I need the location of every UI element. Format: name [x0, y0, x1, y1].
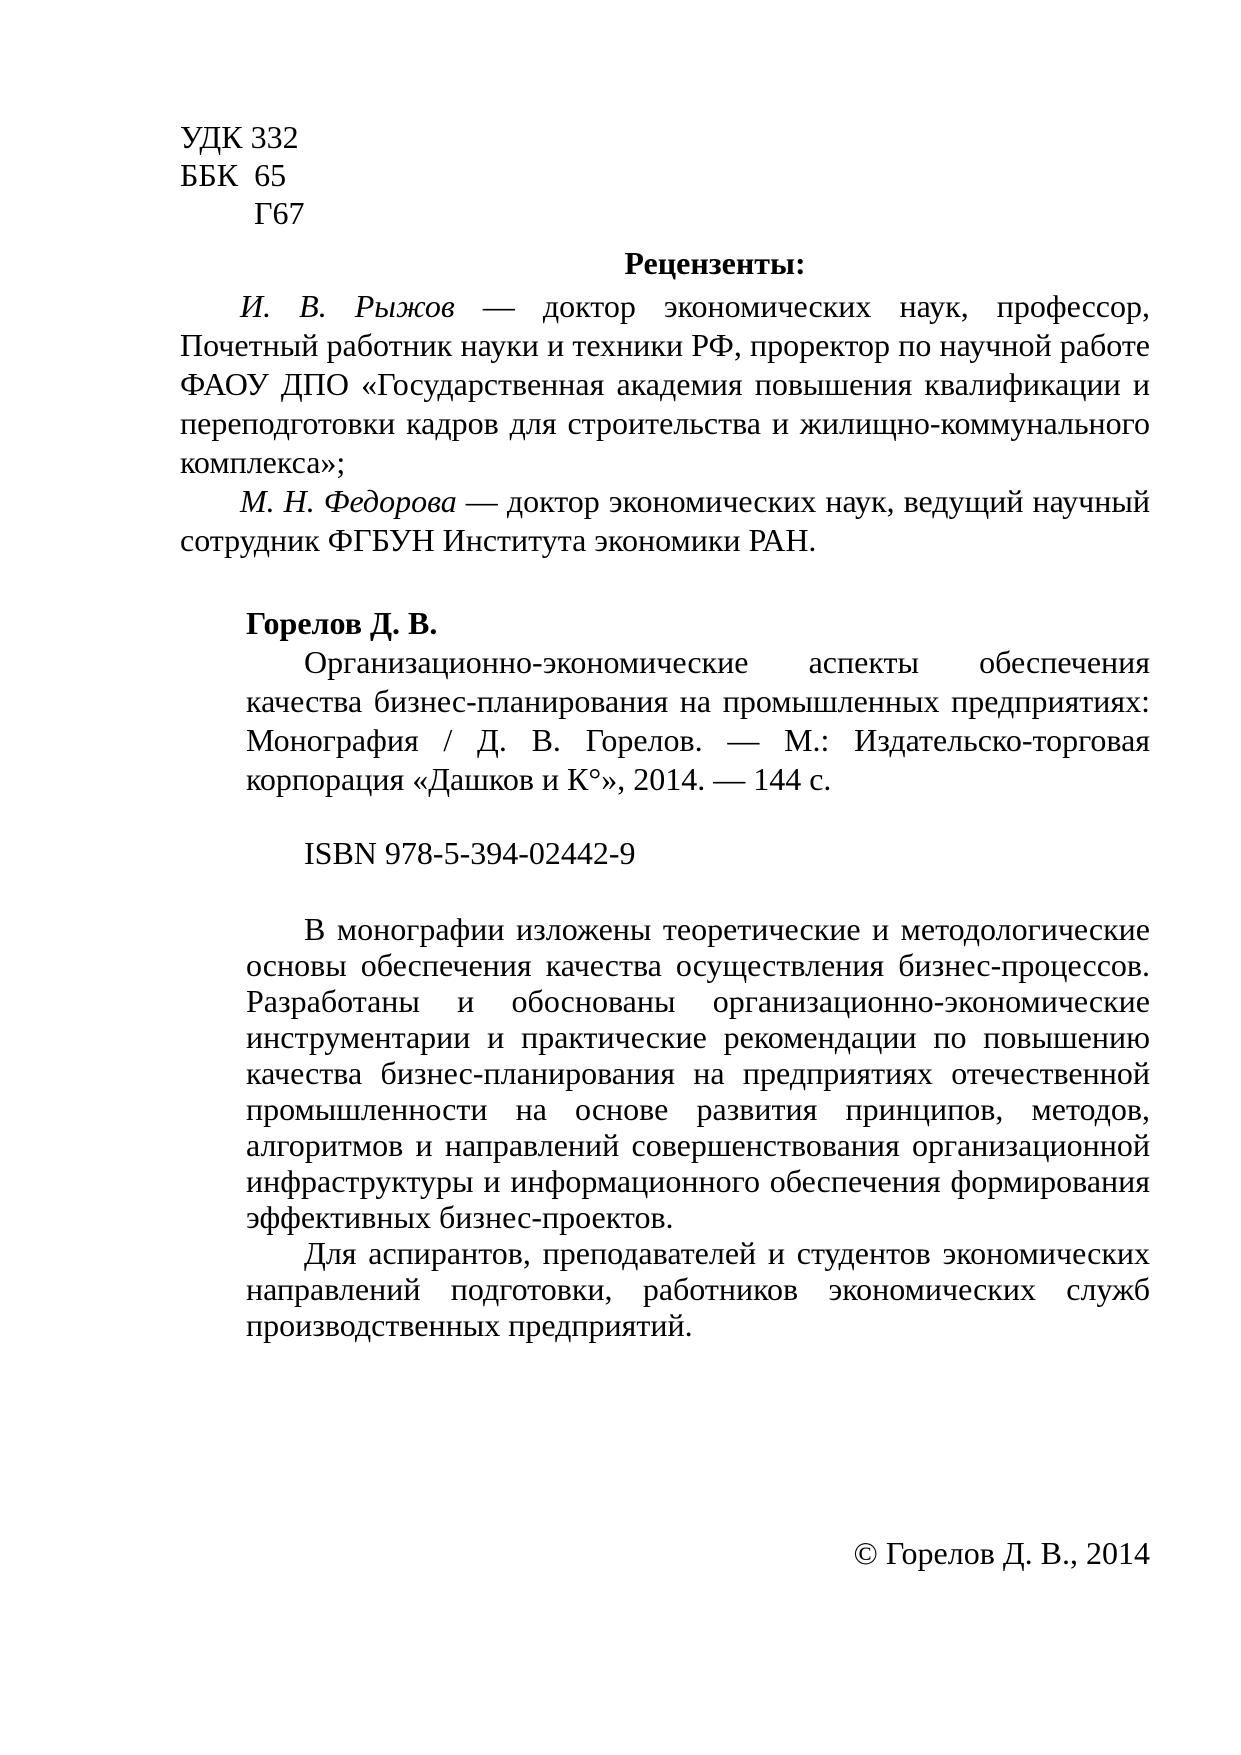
isbn-number: ISBN 978-5-394-02442-9	[304, 835, 636, 871]
book-description: Организационно-экономические аспекты обеспечения качества бизнес-планирования на промышленных предприятиях: Монография / Д. В. Горелов. — М.: Издательско-торговая корпорация «Дашков и К°», 2014. — 144 с.	[246, 644, 1150, 797]
reviewer-entry	[180, 482, 1150, 560]
bbk-code: ББК 65	[180, 157, 287, 193]
classification-block	[180, 118, 305, 232]
reviewers-title: Рецензенты:	[624, 245, 806, 281]
reviewer-name: И. В. Рыжов	[240, 288, 455, 324]
annotation-paragraph: Для аспирантов, преподавателей и студентов экономических направлений подготовки, работников экономических служб производственных предприятий.	[246, 1235, 1150, 1343]
author-mark: Г67	[254, 195, 305, 231]
reviewer-name: М. Н. Федорова	[240, 483, 457, 519]
copyright-notice: © Горелов Д. В., 2014	[853, 1535, 1150, 1571]
annotation-paragraph: В монографии изложены теоретические и методологические основы обеспечения качества осуществления бизнес-процессов. Разработаны и обоснованы организационно-экономические инструментарии и практические рекомендации по повышению качества бизнес-планирования на предприятиях отечественной промышленности на основе развития принципов, методов, алгоритмов и направлений совершенствования организационной инфраструктуры и информационного обеспечения формирования эффективных бизнес-проектов.	[246, 911, 1150, 1235]
annotation-section	[246, 911, 1150, 1343]
reviewer-description: — доктор экономических наук, ведущий научный сотрудник ФГБУН Института экономики РАН.	[180, 483, 1151, 558]
reviewer-description: — доктор экономических наук, профессор, Почетный работник науки и техники РФ, проректор по научной работе ФАОУ ДПО «Государственная академия повышения квалификации и переподготовки кадров для строительства и жилищно-коммунального комплекса»;	[180, 288, 1151, 480]
udk-code: УДК 332	[180, 119, 299, 155]
bibliographic-record	[246, 604, 1150, 1343]
book-author: Горелов Д. В.	[246, 605, 438, 641]
reviewers-section	[180, 244, 1150, 560]
reviewer-entry	[180, 287, 1150, 482]
